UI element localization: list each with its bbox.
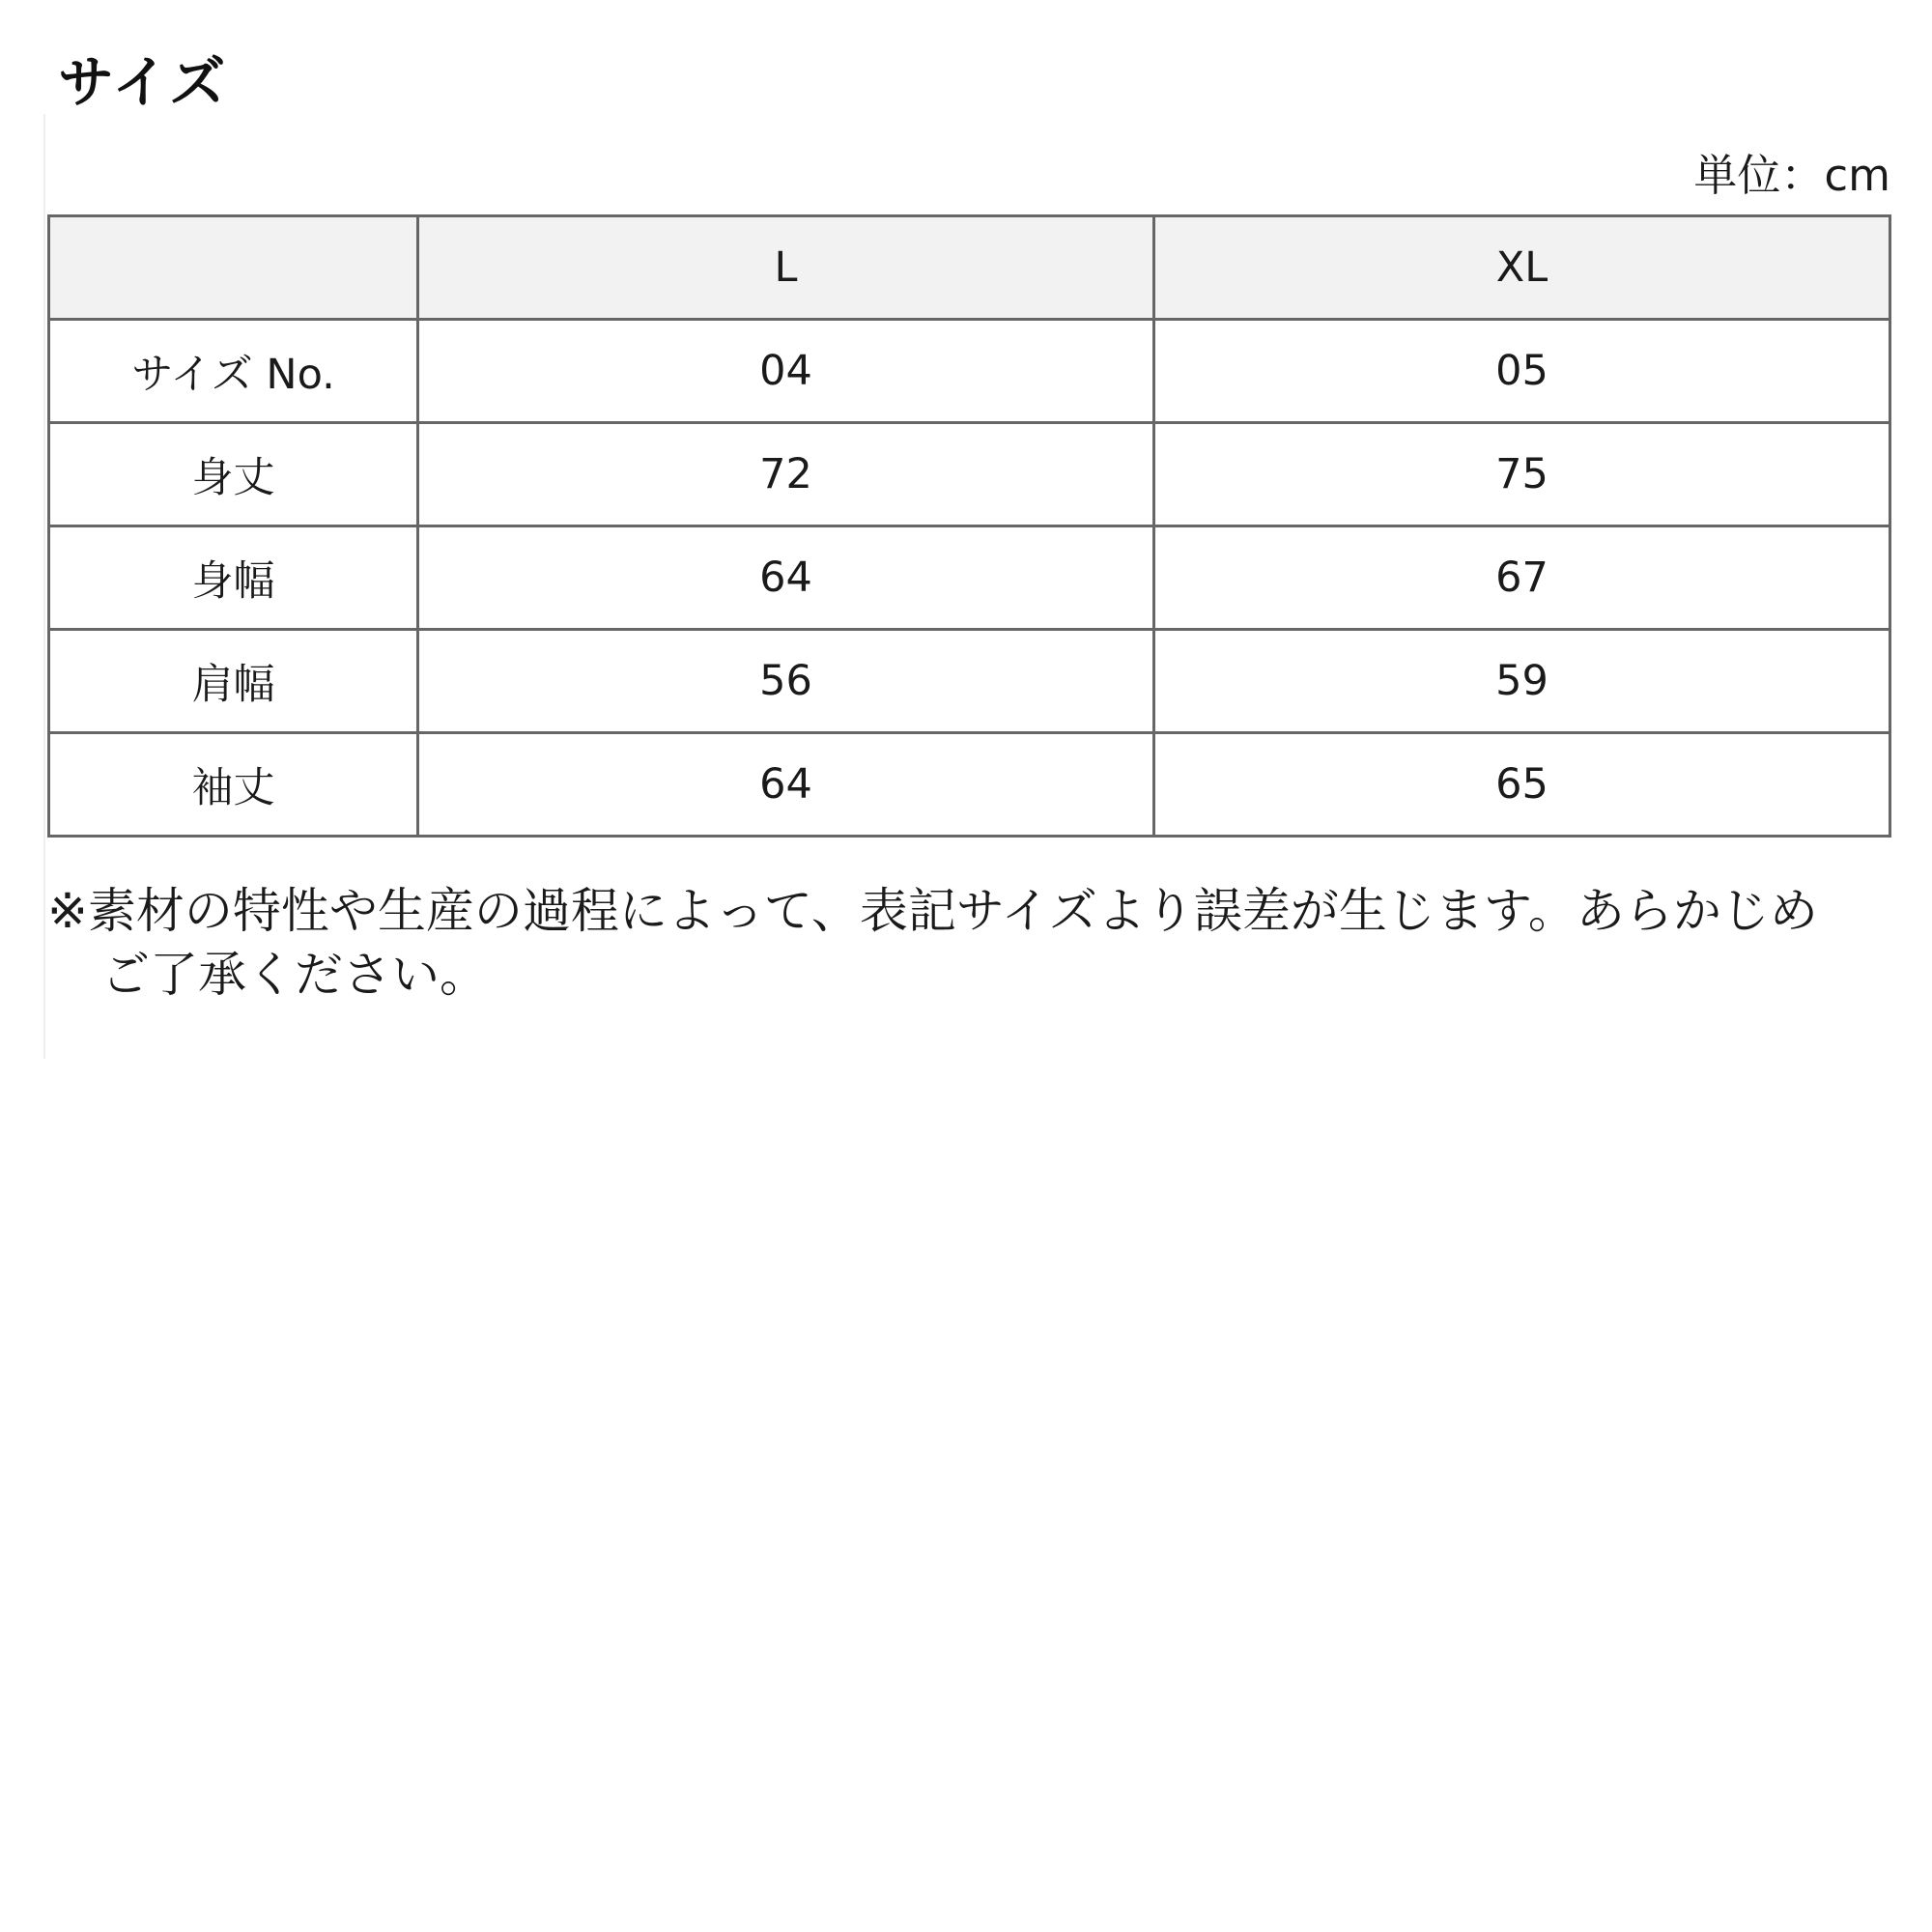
table-row — [49, 630, 1890, 733]
table-row — [49, 320, 1890, 423]
table-row — [49, 733, 1890, 837]
row-label: 肩幅 — [49, 630, 418, 733]
left-divider — [43, 114, 45, 1059]
size-table — [47, 214, 1891, 838]
row-label: 身丈 — [49, 423, 418, 526]
header-cell-empty — [49, 216, 418, 320]
table-row — [49, 423, 1890, 526]
cell-value-xl: 67 — [1154, 526, 1890, 630]
row-label: サイズ No. — [49, 320, 418, 423]
cell-value-xl: 59 — [1154, 630, 1890, 733]
row-label: 袖丈 — [49, 733, 418, 837]
cell-value-xl: 05 — [1154, 320, 1890, 423]
cell-value-l: 72 — [418, 423, 1154, 526]
unit-label: 単位：cm — [1693, 150, 1890, 201]
disclaimer-note: ※素材の特性や生産の過程によって、表記サイズより誤差が生じます。あらかじめご了承ください。 — [47, 883, 1818, 1003]
page-title: サイズ — [58, 49, 228, 115]
header-cell-l: L — [418, 216, 1154, 320]
row-label: 身幅 — [49, 526, 418, 630]
cell-value-l: 04 — [418, 320, 1154, 423]
cell-value-xl: 75 — [1154, 423, 1890, 526]
cell-value-xl: 65 — [1154, 733, 1890, 837]
table-header-row — [49, 216, 1890, 320]
cell-value-l: 56 — [418, 630, 1154, 733]
header-cell-xl: XL — [1154, 216, 1890, 320]
table-row — [49, 526, 1890, 630]
cell-value-l: 64 — [418, 733, 1154, 837]
cell-value-l: 64 — [418, 526, 1154, 630]
